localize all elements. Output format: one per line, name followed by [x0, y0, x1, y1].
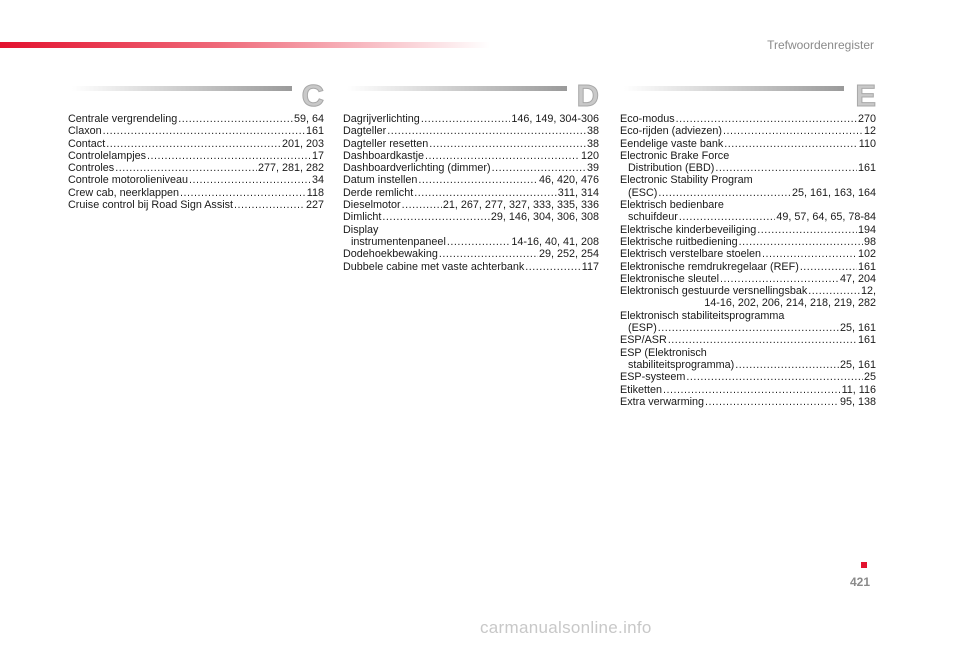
- index-entry: [68, 187, 324, 199]
- entry-subname: (ESC): [628, 186, 658, 199]
- dot-leader: [668, 334, 857, 346]
- entry-name: Display: [343, 223, 379, 236]
- dot-leader: [429, 138, 586, 150]
- section-d-header: [343, 80, 599, 112]
- index-entry: [68, 113, 324, 125]
- index-entry: [68, 162, 324, 174]
- entry-pages: 117: [581, 260, 599, 273]
- entry-line: [343, 187, 599, 199]
- entry-name: Eco-rijden (adviezen): [620, 125, 723, 138]
- entry-name: Centrale vergrendeling: [68, 113, 178, 125]
- dot-leader: [439, 248, 538, 260]
- entry-pages: 118: [306, 186, 324, 199]
- entry-line: [68, 138, 324, 150]
- entry-pages: 110: [858, 137, 876, 150]
- dot-leader: [425, 150, 580, 162]
- index-entry: [620, 113, 876, 125]
- entry-line: [343, 125, 599, 137]
- dot-leader: [382, 211, 490, 223]
- entry-name: Elektronisch stabiliteitsprogramma: [620, 309, 785, 322]
- entry-name: Dagteller resetten: [343, 137, 429, 150]
- entry-name: Crew cab, neerklappen: [68, 186, 180, 199]
- entry-line: [620, 113, 876, 125]
- entry-pages: 12: [863, 125, 876, 138]
- index-entry: [343, 113, 599, 125]
- dot-leader: [686, 371, 863, 383]
- page-marker-icon: [861, 562, 867, 568]
- entry-pages: 161: [857, 260, 876, 273]
- entry-subname: (ESP): [628, 322, 657, 335]
- entry-name: Dodehoekbewaking: [343, 248, 438, 261]
- dot-leader: [658, 322, 839, 334]
- page-number: 421: [849, 575, 870, 589]
- entry-name: ESP (Elektronisch: [620, 346, 707, 359]
- entry-line: [68, 174, 324, 186]
- index-entry: [620, 125, 876, 137]
- dot-leader: [115, 162, 257, 174]
- section-letter-d: D: [576, 78, 599, 113]
- section-c: [68, 80, 324, 211]
- entry-line: [620, 285, 876, 297]
- entry-pages: 201, 203: [281, 137, 324, 150]
- index-entry: [620, 224, 876, 236]
- index-entry: [68, 138, 324, 150]
- dot-leader: [762, 248, 857, 260]
- entry-name: Eendelige vaste bank: [620, 137, 724, 150]
- dot-leader: [189, 174, 311, 186]
- entry-line: [68, 187, 324, 199]
- index-entry: [343, 125, 599, 137]
- dot-leader: [387, 125, 586, 137]
- index-entry: [620, 199, 876, 224]
- entry-line: [620, 211, 876, 223]
- entry-line: [620, 125, 876, 137]
- index-entry: [68, 150, 324, 162]
- entry-pages: 161: [857, 162, 876, 175]
- entry-line: [343, 150, 599, 162]
- dot-leader: [234, 199, 305, 211]
- entry-pages: 311, 314: [557, 186, 599, 199]
- index-entry: [620, 150, 876, 175]
- entry-line: [68, 125, 324, 137]
- entry-line: [620, 224, 876, 236]
- entry-line: [68, 162, 324, 174]
- dot-leader: [418, 174, 538, 186]
- section-d: [343, 80, 599, 273]
- index-entry: [620, 261, 876, 273]
- dot-leader: [679, 211, 776, 223]
- section-divider: [624, 86, 844, 91]
- entry-name: Dashboardkastje: [343, 149, 425, 162]
- entry-name: Extra verwarming: [620, 395, 704, 408]
- entry-subname: Distribution (EBD): [628, 162, 715, 175]
- entry-pages: 46, 420, 476: [538, 174, 599, 187]
- index-entry: [68, 199, 324, 211]
- dot-leader: [735, 359, 839, 371]
- entry-line: [343, 211, 599, 223]
- index-entry: [68, 125, 324, 137]
- index-entry: [620, 384, 876, 396]
- index-entry: [620, 138, 876, 150]
- entry-pages: 39: [586, 162, 599, 175]
- entry-line: [343, 199, 599, 211]
- section-divider: [72, 86, 292, 91]
- entry-line: [68, 113, 324, 125]
- entry-pages: 146, 149, 304-306: [511, 113, 599, 125]
- entry-name: ESP-systeem: [620, 371, 686, 384]
- entry-pages: 194: [857, 223, 876, 236]
- index-entry: [620, 371, 876, 383]
- entry-pages: 38: [586, 125, 599, 138]
- entry-subname: schuifdeur: [628, 211, 678, 224]
- entry-line: [343, 162, 599, 174]
- entry-pages: 21, 267, 277, 327, 333, 335, 336: [442, 199, 599, 212]
- dot-leader: [724, 138, 858, 150]
- entry-pages: 47, 204: [839, 272, 876, 285]
- entry-line: [343, 138, 599, 150]
- entry-pages: 25: [863, 371, 876, 384]
- dot-leader: [705, 396, 839, 408]
- entry-pages: 34: [311, 174, 324, 187]
- dot-leader: [525, 261, 581, 273]
- entry-line: [620, 334, 876, 346]
- entry-line: [620, 248, 876, 260]
- index-entry: [620, 285, 876, 310]
- entry-pages: 25, 161: [839, 322, 876, 335]
- dot-leader: [492, 162, 586, 174]
- entry-line: [620, 384, 876, 396]
- dot-leader: [723, 125, 863, 137]
- dot-leader: [676, 113, 857, 125]
- entry-pages: 25, 161, 163, 164: [791, 186, 876, 199]
- entry-pages: 270: [857, 113, 876, 125]
- dot-leader: [808, 285, 860, 297]
- entry-pages: 12,: [860, 285, 876, 298]
- entry-pages: 29, 146, 304, 306, 308: [490, 211, 599, 224]
- dot-leader: [147, 150, 311, 162]
- entry-line: [343, 261, 599, 273]
- entry-line: [620, 236, 876, 248]
- section-letter-c: C: [301, 78, 324, 113]
- index-entry: [343, 138, 599, 150]
- entry-name: Dieselmotor: [343, 199, 401, 212]
- dot-leader: [739, 236, 863, 248]
- entry-pages: 120: [580, 149, 599, 162]
- entry-line: [620, 396, 876, 408]
- entry-name: Eco-modus: [620, 113, 675, 125]
- entry-pages: 14-16, 40, 41, 208: [511, 235, 599, 248]
- section-e-header: [620, 80, 876, 112]
- index-entry: [343, 211, 599, 223]
- entry-name: Elektronische remdrukregelaar (REF): [620, 260, 799, 273]
- index-entry: [620, 396, 876, 408]
- entry-name: Dagteller: [343, 125, 387, 138]
- entry-name: Etiketten: [620, 383, 663, 396]
- entry-pages: 98: [863, 235, 876, 248]
- dot-leader: [447, 236, 511, 248]
- index-entry: [620, 310, 876, 335]
- entry-subname: instrumentenpaneel: [351, 235, 446, 248]
- entry-pages: 161: [857, 334, 876, 347]
- entry-name: Controlelampjes: [68, 149, 147, 162]
- entry-line: [620, 138, 876, 150]
- index-entry: [343, 248, 599, 260]
- entry-pages: 59, 64: [293, 113, 324, 125]
- entry-pages: 17: [311, 149, 324, 162]
- index-entry: [343, 224, 599, 249]
- entry-name: Dagrijverlichting: [343, 113, 420, 125]
- index-entry: [620, 334, 876, 346]
- index-entry: [68, 174, 324, 186]
- entry-line: [343, 113, 599, 125]
- entry-name: Controle motorolieniveau: [68, 174, 189, 187]
- index-entry: [343, 187, 599, 199]
- entry-line: [620, 273, 876, 285]
- entry-pages: 102: [857, 248, 876, 261]
- index-entry: [343, 162, 599, 174]
- dot-leader: [414, 187, 557, 199]
- entry-subname: stabiliteitsprogramma): [628, 358, 735, 371]
- entries-list-e: [620, 113, 876, 408]
- entry-name: Elektronisch gestuurde versnellingsbak: [620, 285, 808, 298]
- entry-name: Contact: [68, 137, 106, 150]
- entry-pages: 49, 57, 64, 65, 78-84: [776, 211, 876, 224]
- entries-list-c: [68, 113, 324, 211]
- section-c-header: [68, 80, 324, 112]
- dot-leader: [715, 162, 857, 174]
- section-divider: [347, 86, 567, 91]
- entry-pages: 11, 116: [841, 383, 876, 396]
- entry-line: [620, 371, 876, 383]
- entry-name: Derde remlicht: [343, 186, 414, 199]
- entry-pages: 277, 281, 282: [257, 162, 324, 175]
- entry-name: Dubbele cabine met vaste achterbank: [343, 260, 525, 273]
- watermark: carmanualsonline.info: [480, 618, 652, 637]
- entry-name: Claxon: [68, 125, 102, 138]
- dot-leader: [106, 138, 281, 150]
- index-entry: [620, 273, 876, 285]
- index-entry: [343, 150, 599, 162]
- entry-line: [620, 322, 876, 334]
- index-entry: [620, 347, 876, 372]
- index-entry: [343, 199, 599, 211]
- index-entry: [620, 248, 876, 260]
- dot-leader: [180, 187, 306, 199]
- dot-leader: [103, 125, 305, 137]
- entry-pages: 227: [305, 199, 324, 212]
- entry-line: [68, 150, 324, 162]
- entry-line: [620, 359, 876, 371]
- index-entry: [343, 261, 599, 273]
- entries-list-d: [343, 113, 599, 273]
- page-title: Trefwoordenregister: [767, 38, 874, 52]
- index-entry: [620, 174, 876, 199]
- entry-line: [343, 248, 599, 260]
- entry-pages: 95, 138: [839, 395, 876, 408]
- entry-name: ESP/ASR: [620, 334, 667, 347]
- index-entry: [343, 174, 599, 186]
- entry-name: Elektrische ruitbediening: [620, 235, 738, 248]
- entry-line: [620, 187, 876, 199]
- entry-pages: 161: [305, 125, 324, 138]
- dot-leader: [757, 224, 857, 236]
- entry-name: Electronic Stability Program: [620, 174, 753, 187]
- header-accent-bar: [0, 42, 490, 48]
- entry-name: Controles: [68, 162, 115, 175]
- dot-leader: [402, 199, 442, 211]
- dot-leader: [663, 384, 841, 396]
- entry-pages: 25, 161: [839, 358, 876, 371]
- section-letter-e: E: [855, 78, 876, 113]
- section-e: [620, 80, 876, 408]
- dot-leader: [178, 113, 293, 125]
- dot-leader: [720, 273, 839, 285]
- entry-pages: 29, 252, 254: [538, 248, 599, 261]
- entry-pages-continued: 14-16, 202, 206, 214, 218, 219, 282: [704, 297, 876, 310]
- entry-name: Elektrische kinderbeveiliging: [620, 223, 757, 236]
- entry-name: Elektrisch bedienbare: [620, 199, 724, 212]
- entry-name: Dimlicht: [343, 211, 382, 224]
- entry-name: Elektronische sleutel: [620, 272, 720, 285]
- entry-name: Elektrisch verstelbare stoelen: [620, 248, 762, 261]
- dot-leader: [658, 187, 791, 199]
- entry-line: [620, 261, 876, 273]
- dot-leader: [800, 261, 857, 273]
- entry-line: [343, 236, 599, 248]
- entry-line: [68, 199, 324, 211]
- entry-pages: 38: [586, 137, 599, 150]
- entry-line: [620, 162, 876, 174]
- entry-name: Electronic Brake Force: [620, 149, 730, 162]
- entry-name: Dashboardverlichting (dimmer): [343, 162, 491, 175]
- entry-line: [343, 174, 599, 186]
- index-entry: [620, 236, 876, 248]
- entry-name: Cruise control bij Road Sign Assist: [68, 199, 234, 212]
- entry-name: Datum instellen: [343, 174, 418, 187]
- dot-leader: [421, 113, 511, 125]
